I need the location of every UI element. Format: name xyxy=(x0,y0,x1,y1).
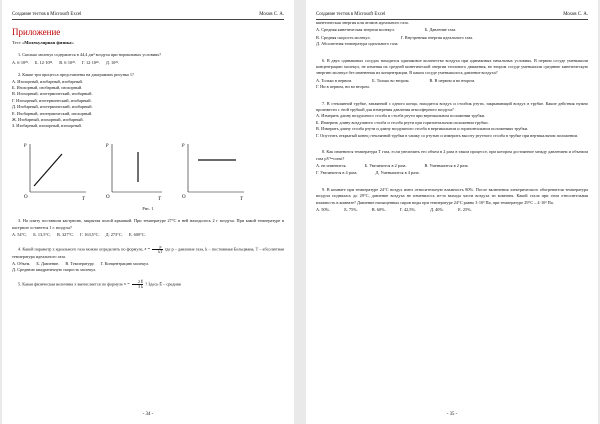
answer: Б. 13,5°С. xyxy=(33,232,52,238)
answer: Д. 40%. xyxy=(430,206,445,212)
question-3-answers xyxy=(12,232,284,238)
question-1-answers xyxy=(12,60,284,66)
test-title-suffix: » xyxy=(71,40,74,45)
answer: Г. 42,5%. xyxy=(399,206,417,212)
answer: Б. 75%. xyxy=(344,206,358,212)
answer: З. Изобарный, изохорный, изохорный. xyxy=(12,123,82,129)
pv-diagrams xyxy=(12,136,284,204)
formula-denominator: 3 k xyxy=(138,284,143,289)
question-9-answers xyxy=(316,207,588,213)
page-number: - 35 - xyxy=(446,411,458,417)
test-title xyxy=(12,40,284,46)
formula-fraction xyxy=(152,245,162,254)
answer: А. 50%. xyxy=(316,206,331,212)
question-8: 8. Как изменится температура T газа, если увеличить его объем в 2 раза в таком процессе, при котором достоянное между давлением и объемом газа pV²=const? xyxy=(316,149,588,161)
answer: Б. Давление. xyxy=(36,260,60,266)
answer: Г. Внутренняя энергия идеального газа. xyxy=(400,34,474,40)
answer: Г. Опустить открытый конец стеклянной трубки в чашку со ртутью и измерить высоту ртутного столба в трубке при вертикальном положении. xyxy=(316,132,578,138)
axis-label-p: p xyxy=(24,142,27,148)
answer: А. Измерить длину воздушного столба и столба ртути при вертикальном положении трубки. xyxy=(316,113,486,119)
question-4-text-cont: где p – давление газа, k – постоянная Больцмана, T – абсолютная температура идеального газа. xyxy=(12,245,284,259)
answer: Д. Изобарный, изотермический, изобарный. xyxy=(12,104,93,110)
right-page xyxy=(306,0,598,424)
answer: Б. 12·10²³. xyxy=(35,59,54,65)
answer: Д. Среднюю квадратичную скорость молекул. xyxy=(12,267,97,273)
axis-label-p: p xyxy=(182,142,185,148)
answer: Б. Давление газа. xyxy=(424,27,457,33)
answer: А. Средняя кинетическая энергия молекул. xyxy=(316,27,395,33)
axis-label-t: T xyxy=(158,196,161,202)
question-5-continuation: кинетическая энергия или атомов идеального газа. xyxy=(316,20,409,25)
answer: Ж. Изобарный, изохорный, изобарный. xyxy=(12,117,84,123)
test-title-prefix: Тест « xyxy=(12,40,25,45)
answer: А. не изменится. xyxy=(316,162,347,168)
header-author: Мохов С. А. xyxy=(259,12,284,17)
question-5-text-cont: ? Здесь Ē – средняя xyxy=(145,281,181,287)
axis-label-t: T xyxy=(82,196,85,202)
figure-1-graphs xyxy=(12,136,284,204)
answer: Б. Измерить длину воздушного столба и столба ртути при горизонтальном положении трубки. xyxy=(316,119,489,125)
answer: Б. Изохорный, изобарный, изохорный. xyxy=(12,85,83,91)
answer: Д. Уменьшится в 4 раза. xyxy=(375,170,420,176)
answer: В. Средняя скорость молекул. xyxy=(316,34,371,40)
answer: В. Температуру. xyxy=(65,260,95,266)
process-line xyxy=(34,154,62,186)
graph-1 xyxy=(23,143,86,202)
page-header xyxy=(12,12,284,20)
answer: В. 60%. xyxy=(371,206,386,212)
answer: Б. Увеличится в 2 раза. xyxy=(364,162,407,168)
answer: В. Уменьшится в 2 раза. xyxy=(424,162,469,168)
answer: Е. Изобарный, изотермический, изохорный. xyxy=(12,110,93,116)
answer: А. Объем. xyxy=(12,260,31,266)
answer: Г. 12·10²⁶. xyxy=(81,59,100,65)
page-number: - 34 - xyxy=(142,411,154,417)
answer: В. 6·10²³. xyxy=(59,59,76,65)
question-6: 6. В двух одинаковых сосудах находится одинаковое количество воздуха при одинаковых начальных условиях. В первом сосуде уменьшили концентрацию молекул, не изменяя их средней кинетической энергии теплового движения, во втором сосуде уменьшили среднюю кинетическую энергию молекул без изменения их концентрации. В каком сосуде уменьшилось давление воздуха? xyxy=(316,57,588,76)
question-4 xyxy=(12,245,284,260)
figure-caption: Рис. 1 xyxy=(142,205,154,211)
question-9: 9. В комнате при температуре 24°С воздух имел относительную влажность 80%. После включения электрического обогревателя температура воздуха поднялась до 29°С, давление воздуха не изменилось из-за выхода части воздуха из комнаты. Какой стала при этом относительная влажность в комнате? Давление насыщенных паров воды при температуре 24°С равно 3·10³ Па, при температуре 29°С – 4·10³ Па. xyxy=(316,186,588,205)
formula-numerator: 2 Ē xyxy=(132,280,143,285)
answer: Д. Абсолютная температура идеального газа. xyxy=(316,41,399,47)
question-4-text: 4. Какой параметр z идеального газа можно определить по формуле, xyxy=(18,245,144,251)
answer: Е. 25%. xyxy=(458,206,472,212)
question-2: 2. Какие три процесса представлены на диаграммах рисунка 1? xyxy=(18,72,134,78)
formula xyxy=(124,279,145,289)
formula-fraction xyxy=(132,280,143,289)
question-8-answers-row-2 xyxy=(316,170,588,176)
question-1: 1. Сколько молекул содержится в 44,4 дм³ воздуха при нормальных условиях? xyxy=(18,52,162,58)
answer: Е. 600°С. xyxy=(128,232,146,238)
header-title: Создание тестов в Microsoft Excel xyxy=(316,12,386,17)
formula xyxy=(144,244,165,254)
answer: В. Изохорный, изотермический, изобарный. xyxy=(12,91,93,97)
answer: Г. Изохорный, изотермический, изобарный. xyxy=(12,97,92,103)
page-header xyxy=(316,12,588,20)
answer: А. Изохорный, изобарный, изобарный. xyxy=(12,78,83,84)
origin-label: O xyxy=(182,194,186,200)
question-3: 3. На плиту поставили кастрюлю, закрытая полой крышкой. При температуре 27°С в ней находилось 2 г воздуха. При какой температуре в кастрюле останется 1 г. воздуха? xyxy=(12,218,284,230)
answer: Г. 163,5°С. xyxy=(80,232,100,238)
axis-label-p: p xyxy=(106,142,109,148)
answer: В. 327°С. xyxy=(57,232,75,238)
answer: Д. 10²³. xyxy=(105,59,119,65)
question-8-answers-row-1 xyxy=(316,163,588,169)
header-title: Создание тестов в Microsoft Excel xyxy=(12,12,82,17)
header-author: Мохов С. А. xyxy=(563,12,588,17)
answer: А. Только в первом. xyxy=(316,77,353,83)
formula-numerator: p xyxy=(152,245,162,250)
test-title-bold: Молекулярная физика xyxy=(24,40,72,45)
question-5-text: 5. Какая физическая величина x вычисляется по формуле xyxy=(18,281,123,287)
answer: Д. 273°С. xyxy=(105,232,123,238)
answer: А. 6·10²⁵. xyxy=(12,59,29,65)
answer: Г. Увеличится в 4 раза. xyxy=(316,170,358,176)
graph-2 xyxy=(105,143,162,202)
answer: В. В первом и во втором. xyxy=(429,77,476,83)
question-5 xyxy=(12,280,284,289)
answer: Г. Концентрацию молекул. xyxy=(100,260,150,266)
origin-label: O xyxy=(24,194,28,200)
answer: Г. Ни в первом, ни во втором. xyxy=(316,84,370,90)
graph-3 xyxy=(181,143,244,202)
axis-label-t: T xyxy=(240,196,243,202)
answer: Б. Только во втором. xyxy=(372,77,410,83)
answer: А. 54°С. xyxy=(12,232,28,238)
question-7: 7. В стеклянной трубке, запаянной с одного конца, находится воздух и столбик ртути, закрывающий воздух в трубке. Какие действия нужно произвести с этой трубкой для измерения давления атмосферного воздуха? xyxy=(316,100,588,113)
answer: В. Измерить длину столба ртути и длину воздушного столба в вертикальном и горизонтальном положениях трубки. xyxy=(316,126,529,132)
origin-label: O xyxy=(106,194,110,200)
left-page xyxy=(2,0,294,424)
section-title: Приложение xyxy=(12,27,61,37)
question-5-answers-row-1 xyxy=(316,27,588,33)
formula-denominator: kT xyxy=(158,249,163,254)
formula-lhs: z = xyxy=(144,245,151,251)
formula-lhs: x = xyxy=(124,281,130,287)
